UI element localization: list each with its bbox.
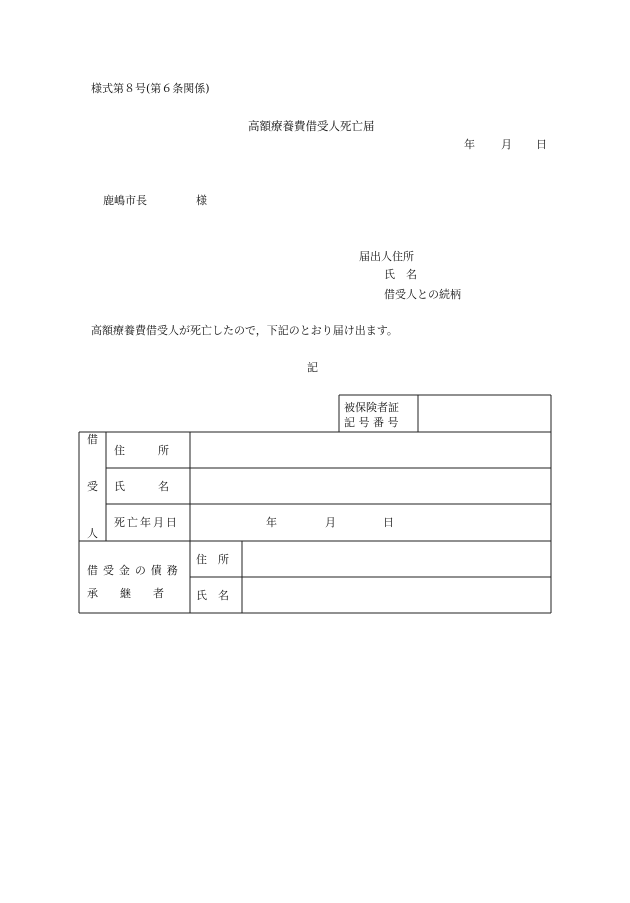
- date-year-label: 年: [464, 138, 475, 151]
- form-title: 高額療養費借受人死亡届: [248, 119, 375, 133]
- addressee-name: 鹿嶋市長: [103, 194, 147, 207]
- applicant-address-label: 届出人住所: [359, 250, 414, 263]
- successor-name-label: 氏 名: [196, 589, 229, 602]
- borrower-name-label: 氏 名: [114, 480, 169, 493]
- insurance-label-line2: 記 号 番 号: [344, 416, 399, 429]
- borrower-char-3: 人: [87, 527, 98, 540]
- death-day-label: 日: [383, 516, 394, 529]
- borrower-char-1: 借: [87, 433, 98, 446]
- death-month-label: 月: [325, 516, 336, 529]
- form-number: 様式第８号(第６条関係): [91, 82, 210, 95]
- applicant-name-label: 氏 名: [384, 268, 417, 281]
- date-day-label: 日: [536, 138, 547, 151]
- date-month-label: 月: [501, 138, 512, 151]
- body-statement: 高額療養費借受人が死亡したので，下記のとおり届け出ます。: [91, 324, 398, 337]
- ki-heading: 記: [307, 361, 318, 374]
- borrower-address-label: 住 所: [114, 444, 169, 457]
- addressee-honorific: 様: [196, 194, 207, 207]
- successor-label-line1: 借受金の債務: [87, 564, 183, 577]
- insurance-label-line1: 被保険者証: [344, 401, 399, 414]
- death-year-label: 年: [266, 516, 277, 529]
- death-date-label: 死亡年月日: [114, 516, 179, 529]
- borrower-char-2: 受: [87, 480, 98, 493]
- successor-address-label: 住 所: [196, 553, 229, 566]
- successor-label-line2: 承 継 者: [87, 587, 164, 600]
- applicant-relation-label: 借受人との続柄: [384, 288, 461, 301]
